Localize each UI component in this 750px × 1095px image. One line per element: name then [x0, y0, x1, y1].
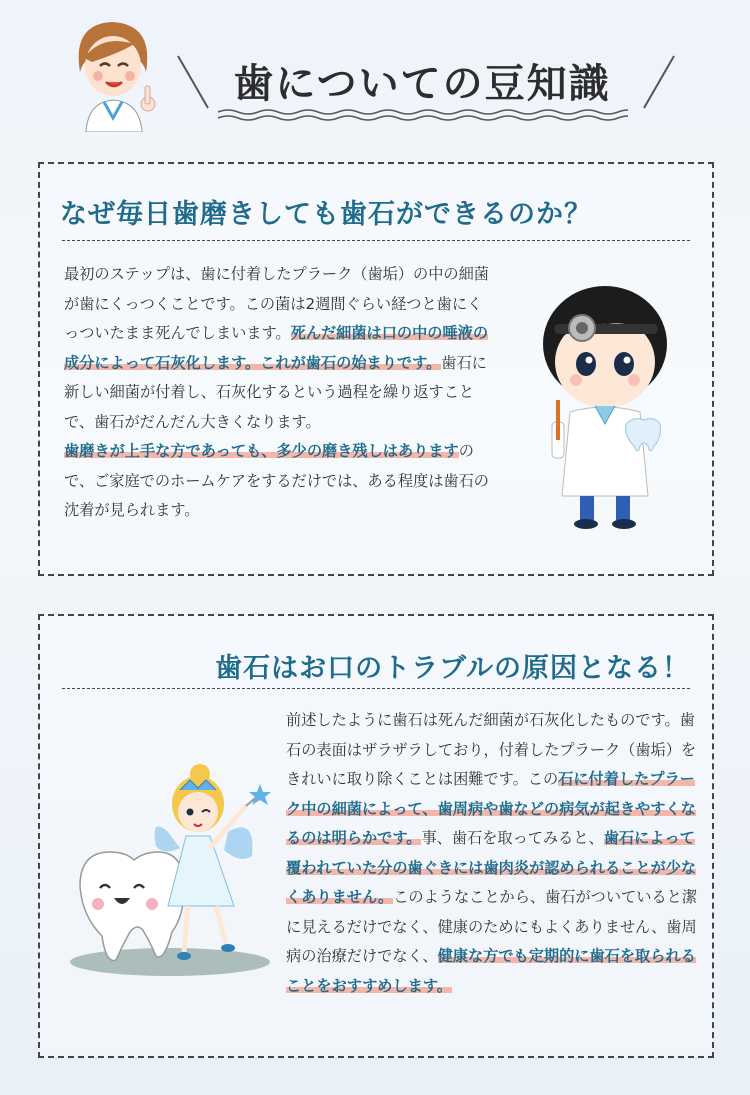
section-why-tartar [38, 162, 714, 576]
page-title: 歯についての豆知識 [233, 60, 611, 107]
header [0, 0, 750, 140]
title-wave-divider [218, 108, 628, 122]
highlight-text: 歯磨きが上手な方であっても、多少の磨き残しはあります [64, 442, 459, 460]
highlight-text: 健康な方でも定期的に歯石を取られることをおすすめします。 [286, 947, 696, 995]
highlight-text: 歯石によって覆われていた分の歯ぐきには歯肉炎が認められることが少なくありません。 [286, 829, 697, 906]
section-tartar-trouble [38, 614, 714, 1058]
section-heading: なぜ毎日歯磨きしても歯石ができるのか？ [60, 199, 592, 230]
dentist-illustration-icon [530, 274, 680, 534]
title-slash-right [643, 56, 675, 109]
body-text: ので、ご家庭でのホームケアをするだけでは、ある程度は歯石の沈着が見られます。 [64, 442, 489, 519]
body-text: 事、歯石を取ってみると、 [421, 829, 604, 847]
section-divider [62, 240, 690, 241]
tooth-fairy-illustration-icon [60, 756, 290, 986]
highlight-text: 死んだ細菌は口の中の唾液の成分によって石灰化します。これが歯石の始まりです。 [64, 324, 489, 372]
nurse-avatar-icon [62, 14, 162, 132]
body-text: 歯石に新しい細菌が付着し、石灰化するという過程を繰り返すことで、歯石がだんだん大きくなります。 [64, 353, 487, 431]
body-text: 最初のステップは、歯に付着したプラーク（歯垢）の中の細菌が歯にくっつくことです。この菌は2週間ぐらい経つと歯にくっついたまま死んでしまいます。 [64, 265, 489, 342]
section-divider [62, 688, 690, 689]
section-body [64, 260, 496, 526]
body-text: このようなことから、歯石がついていると潔に見えるだけでなく、健康のためにもよくありません、歯周病の治療だけでなく、 [286, 888, 697, 965]
title-slash-left [177, 56, 209, 109]
body-text: 前述したように歯石は死んだ細菌が石灰化したものです。歯石の表面はザラザラしており，付着したプラーク（歯垢）をきれいに取り除くことは困難です。この [286, 711, 697, 788]
section-body [286, 706, 700, 1001]
highlight-text: 石に付着したプラーク中の細菌によって、歯周病や歯などの病気が起きやすくなるのは明らかです。 [286, 770, 696, 847]
section-heading: 歯石はお口のトラブルの原因となる！ [215, 653, 690, 684]
